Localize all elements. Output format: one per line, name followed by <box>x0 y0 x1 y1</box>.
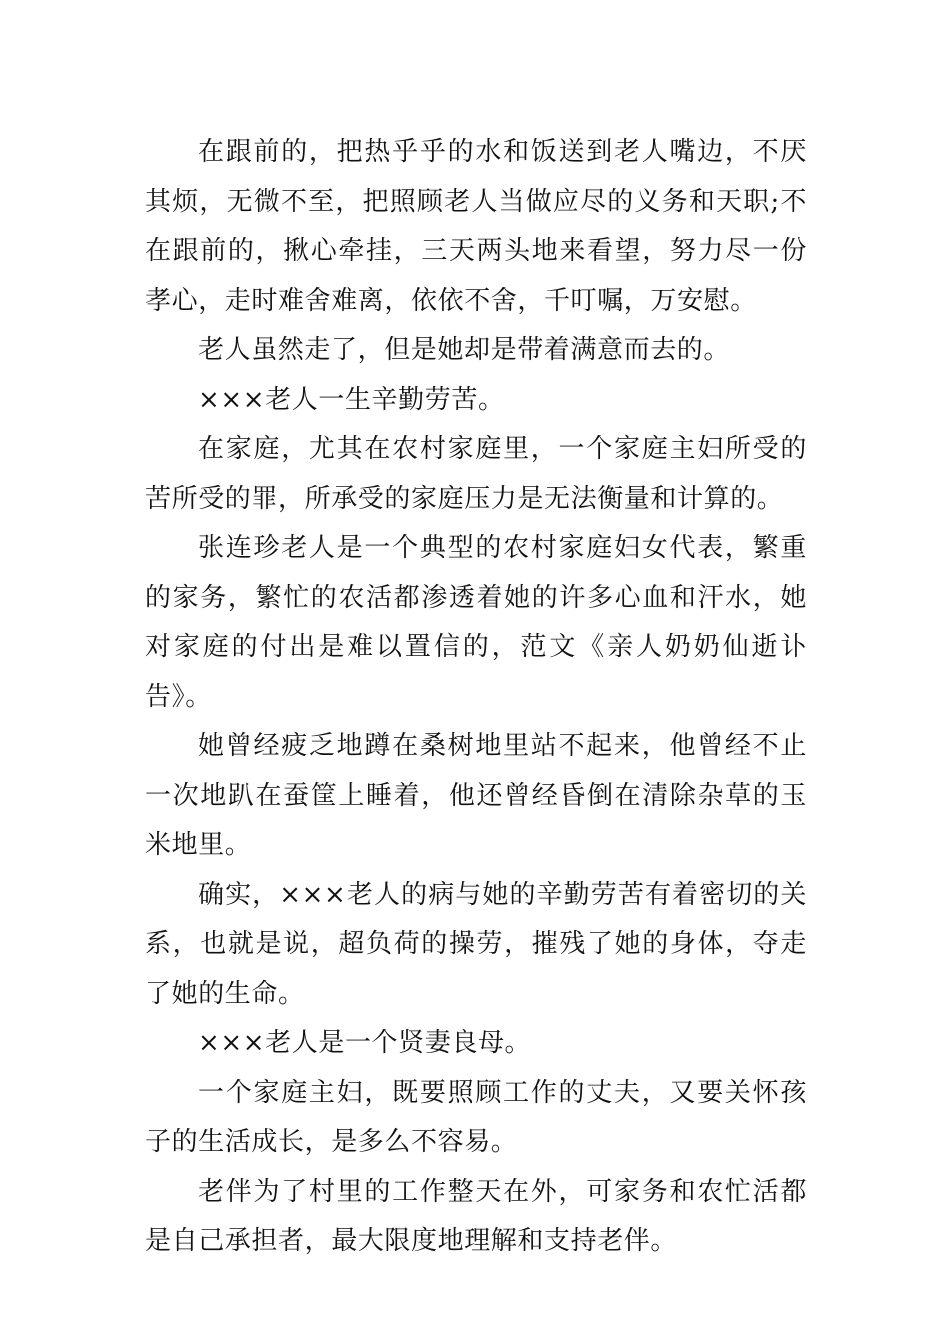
paragraph: 一个家庭主妇，既要照顾工作的丈夫，又要关怀孩子的生活成长，是多么不容易。 <box>145 1077 807 1157</box>
paragraph: 在家庭，尤其在农村家庭里，一个家庭主妇所受的苦所受的罪，所承受的家庭压力是无法衡量和计算的。 <box>145 434 807 514</box>
paragraph: ×××老人一生辛勤劳苦。 <box>198 384 505 415</box>
paragraph: 她曾经疲乏地蹲在桑树地里站不起来，他曾经不止一次地趴在蚕筐上睡着，他还曾经昏倒在清除杂草的玉米地里。 <box>145 731 807 860</box>
paragraph: 确实，×××老人的病与她的辛勤劳苦有着密切的关系，也就是说，超负荷的操劳，摧残了她的身体，夺走了她的生命。 <box>145 879 807 1009</box>
paragraph: 在跟前的，把热乎乎的水和饭送到老人嘴边，不厌其烦，无微不至，把照顾老人当做应尽的义务和天职;不在跟前的，揪心牵挂，三天两头地来看望，努力尽一份孝心，走时难舍难离，依依不舍，千叮嘱，万安慰。 <box>145 137 807 316</box>
paragraph: 老伴为了村里的工作整天在外，可家务和农忙活都是自己承担者，最大限度地理解和支持老伴。 <box>145 1176 807 1256</box>
document-body <box>145 128 807 1267</box>
paragraph: 老人虽然走了，但是她却是带着满意而去的。 <box>198 335 731 365</box>
paragraph: 张连珍老人是一个典型的农村家庭妇女代表，繁重的家务，繁忙的农活都渗透着她的许多心血和汗水，她对家庭的付出是难以置信的，范文《亲人奶奶仙逝讣告》。 <box>145 533 807 712</box>
paragraph: ×××老人是一个贤妻良母。 <box>198 1028 532 1058</box>
